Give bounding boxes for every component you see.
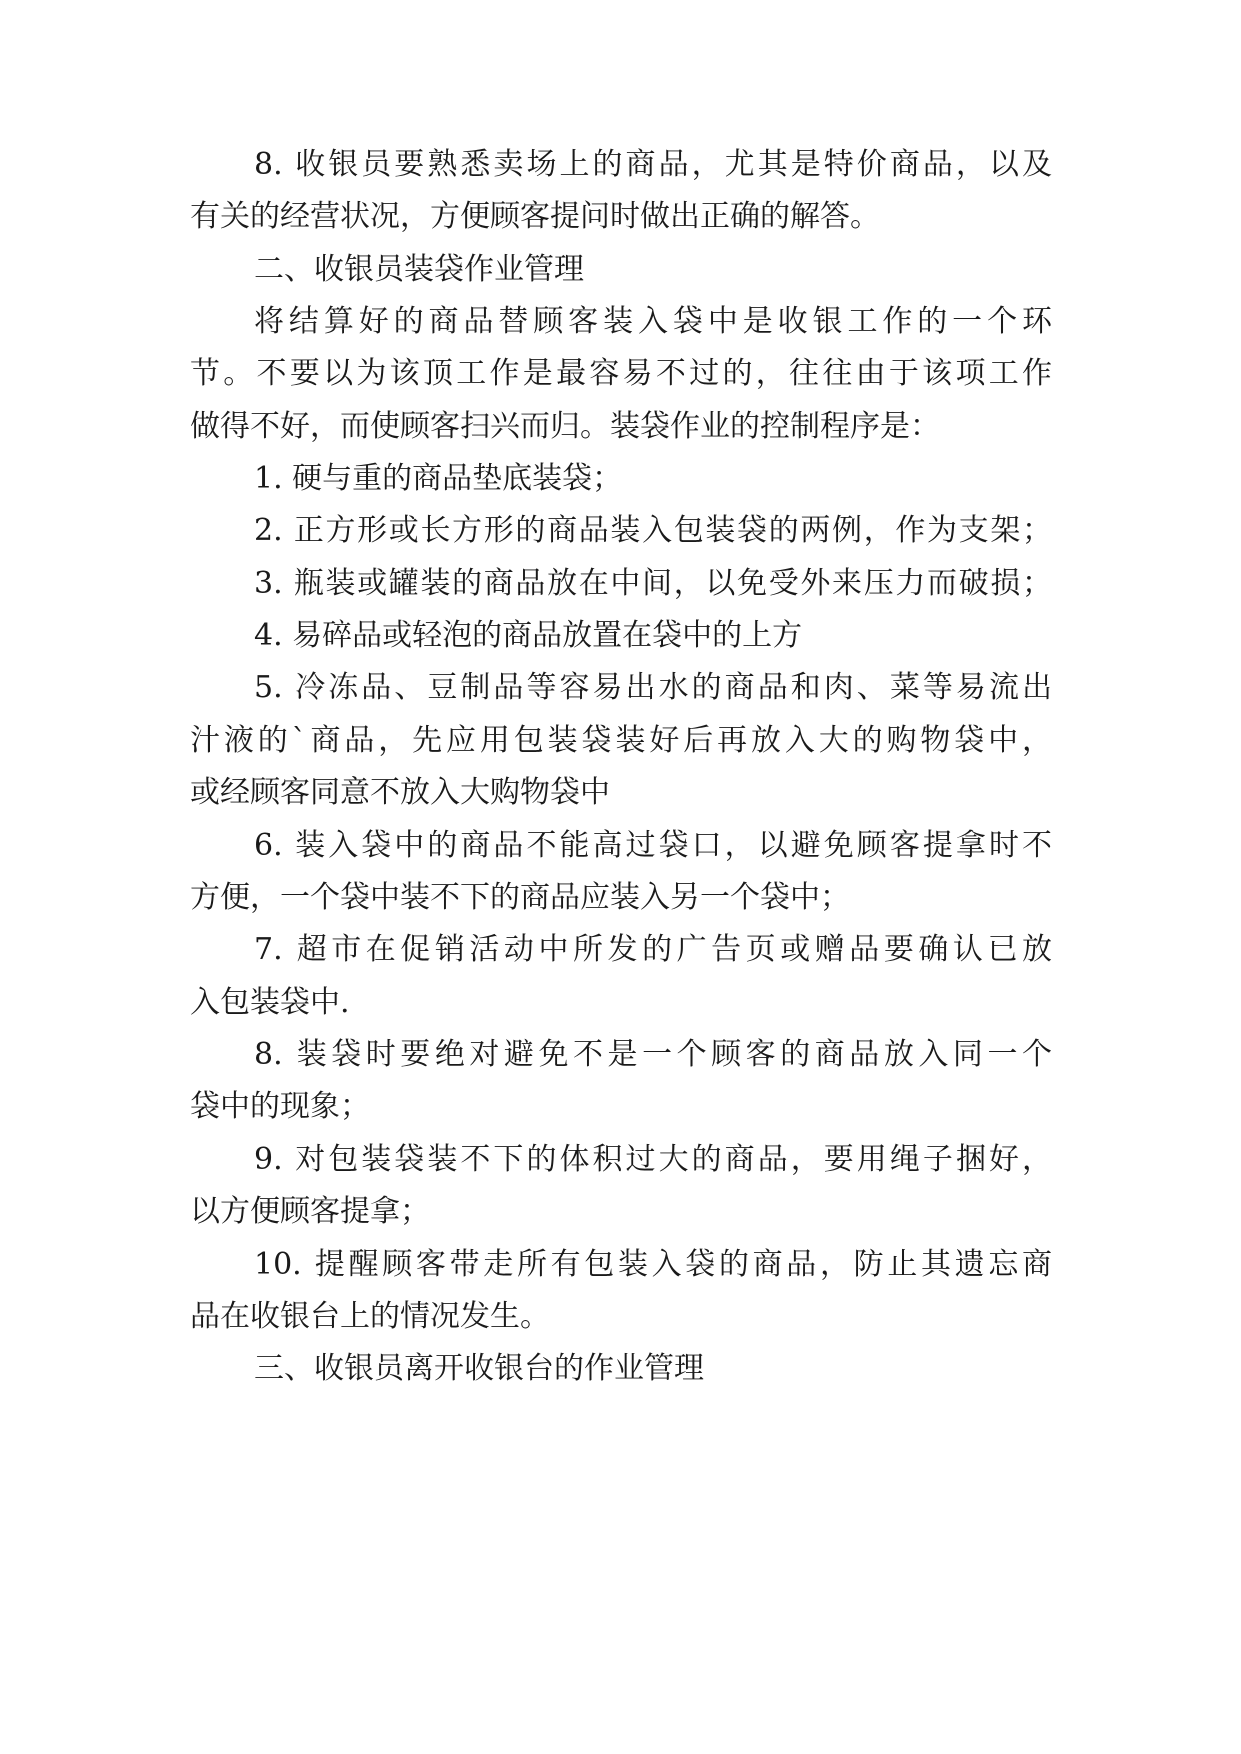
list-item-continuation: 以方便顾客提拿；: [190, 1194, 430, 1229]
paragraph-line: 做得不好，而使顾客扫兴而归。装袋作业的控制程序是：: [190, 409, 940, 444]
paragraph-line: 节。不要以为该顶工作是最容易不过的，往往由于该项工作: [190, 356, 1052, 391]
list-item: 4. 易碎品或轻泡的商品放置在袋中的上方: [254, 618, 803, 653]
list-item: 5. 冷冻品、豆制品等容易出水的商品和肉、菜等易流出: [254, 670, 1052, 705]
list-item: 8. 装袋时要绝对避免不是一个顾客的商品放入同一个: [254, 1037, 1052, 1072]
list-item: 10. 提醒顾客带走所有包装入袋的商品，防止其遗忘商: [254, 1247, 1052, 1282]
list-item-continuation: 入包装袋中.: [190, 985, 350, 1020]
list-item-continuation: 袋中的现象；: [190, 1089, 370, 1124]
list-item-continuation: 方便，一个袋中装不下的商品应装入另一个袋中；: [190, 880, 850, 915]
list-item-continuation: 或经顾客同意不放入大购物袋中: [190, 775, 610, 810]
list-item: 2. 正方形或长方形的商品装入包装袋的两例，作为支架；: [254, 513, 1052, 548]
list-item: 1. 硬与重的商品垫底装袋；: [254, 461, 623, 496]
section-heading: 三、收银员离开收银台的作业管理: [254, 1351, 704, 1386]
list-item: 7. 超市在促销活动中所发的广告页或赠品要确认已放: [254, 932, 1052, 967]
list-item: 6. 装入袋中的商品不能高过袋口，以避免顾客提拿时不: [254, 828, 1052, 863]
list-item-continuation: 品在收银台上的情况发生。: [190, 1299, 550, 1334]
list-item: 3. 瓶装或罐装的商品放在中间，以免受外来压力而破损；: [254, 566, 1052, 601]
paragraph-line: 8. 收银员要熟悉卖场上的商品，尤其是特价商品，以及: [254, 147, 1052, 182]
paragraph-line: 有关的经营状况，方便顾客提问时做出正确的解答。: [190, 199, 880, 234]
section-heading: 二、收银员装袋作业管理: [254, 252, 584, 287]
paragraph-line: 将结算好的商品替顾客装入袋中是收银工作的一个环: [254, 304, 1052, 339]
list-item: 9. 对包装袋装不下的体积过大的商品，要用绳子捆好，: [254, 1142, 1052, 1177]
list-item-continuation: 汁液的`商品，先应用包装袋装好后再放入大的购物袋中，: [190, 723, 1052, 758]
